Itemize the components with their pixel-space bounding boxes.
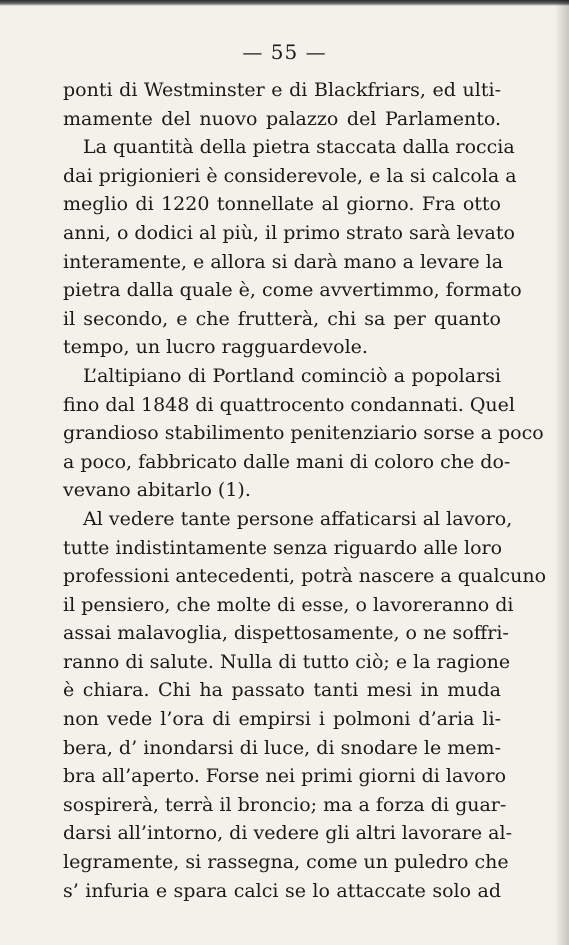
scan-top-edge [0,0,569,6]
text-line: a poco, fabbricato dalle mani di coloro che do- [63,450,511,473]
text-line: vevano abitarlo (1). [63,479,251,502]
scan-right-edge [555,0,569,945]
text-line: professioni antecedenti, potrà nascere a qualcuno [63,565,547,588]
text-line: fino dal 1848 di quattrocento condannati. Quel [63,393,515,416]
text-line: sospirerà, terrà il broncio; ma a forza di guar- [63,793,507,816]
body-text [63,76,547,905]
text-line: dai prigionieri è considerevole, e la si calcola a [63,164,517,187]
text-line: pietra dalla quale è, come avvertimmo, formato [63,279,522,302]
text-line: non vede l’ora di empirsi i polmoni d’aria li- [63,708,501,731]
text-line: interamente, e allora si darà mano a levare la [63,250,504,273]
text-line: darsi all’intorno, di vedere gli altri lavorare al- [63,822,512,845]
text-line: Al vedere tante persone affaticarsi al lavoro, [83,507,513,530]
text-line: mamente del nuovo palazzo del Parlamento. [63,107,501,130]
text-line: il secondo, e che frutterà, chi sa per quanto [63,307,501,330]
text-line: grandioso stabilimento penitenziario sorse a poco [63,422,544,445]
text-line: anni, o dodici al più, il primo strato sarà levato [63,221,515,244]
text-line: ponti di Westminster e di Blackfriars, ed ulti- [63,79,501,101]
text-line: L’altipiano di Portland cominciò a popolarsi [83,364,501,387]
text-line: legramente, si rassegna, come un puledro che [63,851,509,874]
text-line: bra all’aperto. Forse nei primi giorni di lavoro [63,765,507,788]
text-line: bera, d’ inondarsi di luce, di snodare le mem- [63,736,501,759]
text-line: assai malavoglia, dispettosamente, o ne soffri- [63,622,509,645]
text-line: tutte indistintamente senza riguardo alle loro [63,536,503,559]
text-line: ranno di salute. Nulla di tutto ciò; e la ragione [63,650,511,673]
text-line: s’ infuria e spara calci se lo attaccate solo ad [63,879,501,902]
page-number: — 55 — [242,40,327,64]
text-line: meglio di 1220 tonnellate al giorno. Fra otto [63,193,501,216]
text-line: tempo, un lucro ragguardevole. [63,336,368,359]
text-line: è chiara. Chi ha passato tanti mesi in muda [63,679,501,702]
text-line: La quantità della pietra staccata dalla roccia [83,136,515,159]
text-line: il pensiero, che molte di esse, o lavoreranno di [63,593,514,616]
